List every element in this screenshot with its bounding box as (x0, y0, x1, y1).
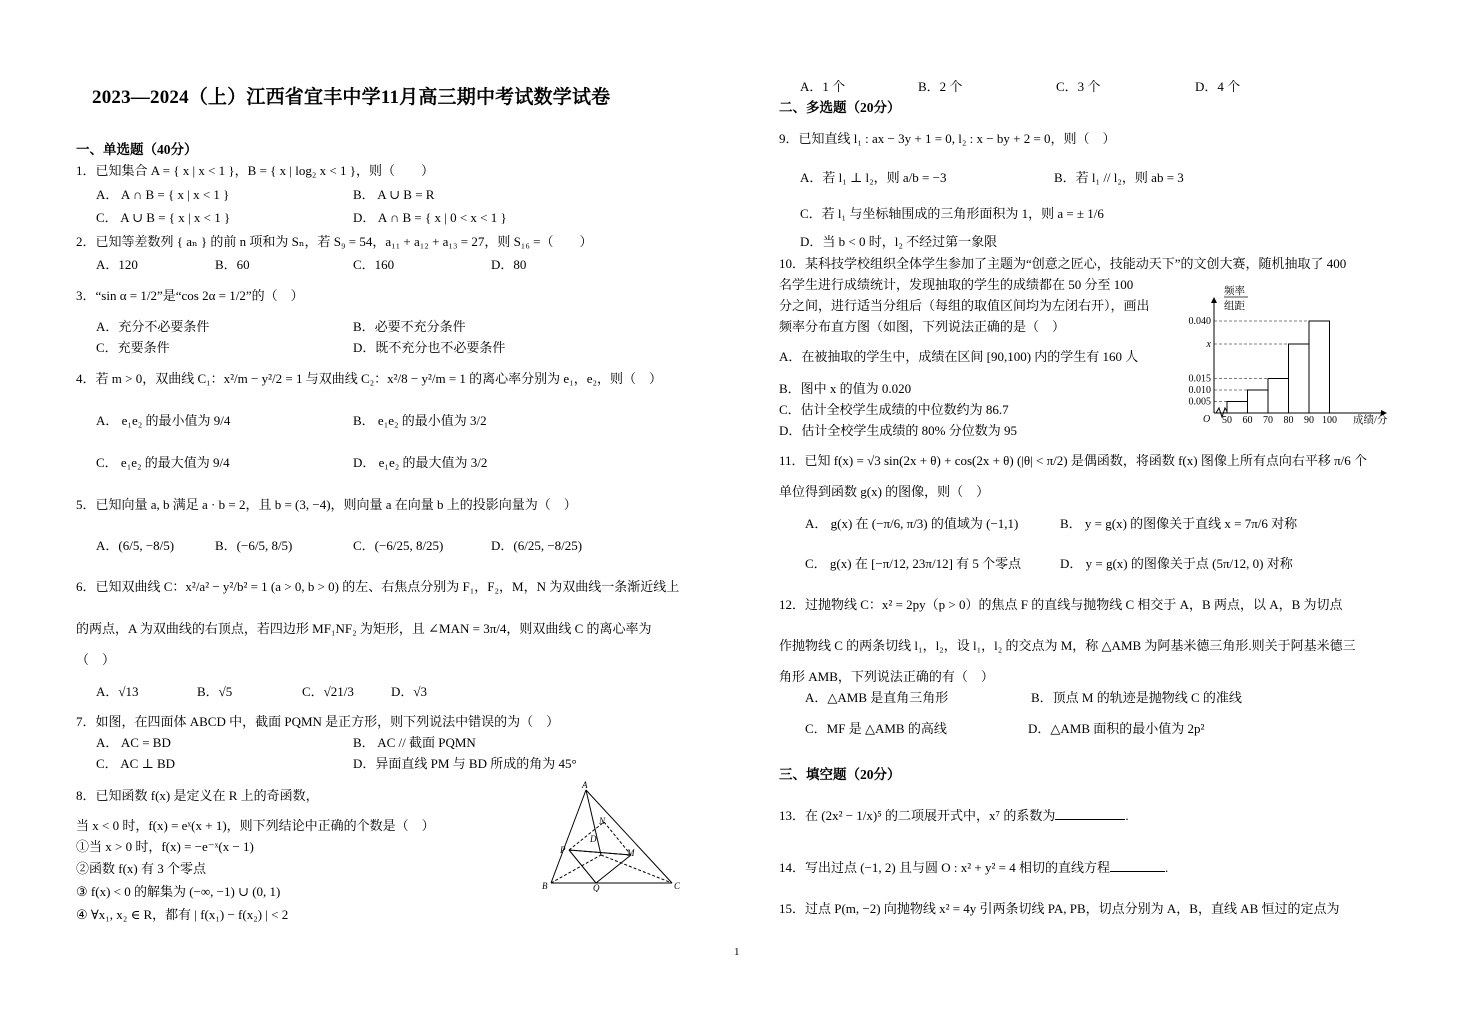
histogram-x-tick-label: 50 (1222, 415, 1232, 426)
q4-option-d: D． e₁e₂ 的最大值为 3/2 (353, 455, 488, 470)
q11-stem: 11．已知 f(x) = √3 sin(2x + θ) + cos(2x + θ) (|θ| < π/2) 是偶函数，将函数 f(x) 图像上所有点向右平移 π/6 个 (779, 453, 1367, 468)
q1-option-a: A． A ∩ B = { x | x < 1 } (96, 187, 230, 202)
q11-option-d: D． y = g(x) 的图像关于点 (5π/12, 0) 对称 (1060, 556, 1293, 571)
figure-label-c: C (674, 881, 681, 891)
section-header-single-choice: 一、单选题（40分） (76, 142, 198, 157)
figure-label-q: Q (593, 883, 600, 892)
q8-option-c: C．3 个 (1056, 79, 1101, 94)
q8-stem: 8．已知函数 f(x) 是定义在 R 上的奇函数， (76, 788, 319, 803)
q6-line-3: （ ） (76, 652, 116, 667)
figure-label-m: M (627, 848, 635, 858)
figure-label-n: N (599, 816, 606, 826)
histogram-y-tick-label: x (1206, 339, 1211, 350)
histogram-bar (1248, 390, 1269, 413)
histogram-bar (1309, 321, 1330, 413)
q3-option-d: D．既不充分也不必要条件 (353, 340, 506, 355)
histogram-x-tick-label: 70 (1263, 415, 1273, 426)
q3-option-b: B．必要不充分条件 (353, 319, 466, 334)
q11-option-c: C． g(x) 在 [−π/12, 23π/12] 有 5 个零点 (805, 556, 1022, 571)
q1-option-d: D． A ∩ B = { x | 0 < x < 1 } (353, 210, 507, 225)
page-number: 1 (734, 946, 740, 958)
q4-option-c: C． e₁e₂ 的最大值为 9/4 (96, 455, 230, 470)
q9-stem: 9．已知直线 l₁ : ax − 3y + 1 = 0, l₂ : x − by + 2 = 0，则（ ） (779, 131, 1116, 146)
q6-option-d: D．√3 (391, 684, 428, 699)
q10-option-b: B．图中 x 的值为 0.020 (779, 381, 912, 396)
q5-stem: 5．已知向量 a, b 满足 a · b = 2，且 b = (3, −4)，则向量 a 在向量 b 上的投影向量为（ ） (76, 497, 577, 512)
page-title: 2023—2024（上）江西省宜丰中学11月高三期中考试数学试卷 (92, 87, 611, 108)
q13-line (779, 807, 1129, 824)
q4-option-a: A． e₁e₂ 的最小值为 9/4 (96, 413, 231, 428)
figure-label-b: B (542, 881, 548, 891)
histogram-x-tick-label: 80 (1283, 415, 1294, 426)
q14-line (779, 859, 1168, 876)
q6-line-2: 的两点，A 为双曲线的右顶点，若四边形 MF₁NF₂ 为矩形，且 ∠MAN = 3π/4，则双曲线 C 的离心率为 (76, 621, 652, 636)
q6-line-1: 6．已知双曲线 C：x²/a² − y²/b² = 1 (a > 0, b > 0) 的左、右焦点分别为 F₁，F₂，M，N 为双曲线一条渐近线上 (76, 579, 680, 594)
q5-option-d: D．(6/25, −8/25) (491, 538, 583, 553)
q10-line-2: 名学生进行成绩统计，发现抽取的学生的成绩都在 50 分至 100 (779, 277, 1134, 292)
q11-line-2: 单位得到函数 g(x) 的图像，则（ ） (779, 484, 990, 499)
q6-option-a: A．√13 (96, 684, 139, 699)
section-header-fill-in: 三、填空题（20分） (779, 767, 901, 782)
histogram-ylabel-top: 频率 (1224, 286, 1245, 297)
histogram-xlabel: 成绩/分 (1353, 415, 1388, 426)
q7-option-d: D．异面直线 PM 与 BD 所成的角为 45° (353, 756, 577, 771)
q4-option-b: B． e₁e₂ 的最小值为 3/2 (353, 413, 487, 428)
q8-statement-1: ①当 x > 0 时，f(x) = −e⁻ˣ(x − 1) (76, 839, 254, 854)
q7-option-a: A． AC = BD (96, 735, 171, 750)
figure-label-a: A (582, 780, 588, 790)
q2-option-d: D．80 (491, 257, 527, 272)
q6-option-c: C．√21/3 (302, 684, 354, 699)
q10-line-4: 频率分布直方图（如图，下列说法正确的是（ ） (779, 319, 1066, 334)
q5-option-a: A．(6/5, −8/5) (96, 538, 175, 553)
frequency-histogram (1170, 280, 1400, 430)
tetrahedron-figure (538, 780, 688, 892)
q1-stem: 1．已知集合 A = { x | x < 1 }，B = { x | log₂ x < 1 }，则（ ） (76, 163, 434, 178)
q2-stem: 2．已知等差数列 { aₙ } 的前 n 项和为 Sₙ，若 S₉ = 54，a₁₁ + a₁₂ + a₁₃ = 27，则 S₁₆ =（ ） (76, 234, 593, 249)
q11-option-b: B． y = g(x) 的图像关于直线 x = 7π/6 对称 (1060, 516, 1298, 531)
q14-text: 14．写出过点 (−1, 2) 且与圆 O : x² + y² = 4 相切的直线方程 (779, 860, 1110, 875)
q9-option-b: B．若 l₁ // l₂，则 ab = 3 (1054, 170, 1184, 185)
q13-period: . (1125, 808, 1129, 823)
q10-option-d: D．估计全校学生成绩的 80% 分位数为 95 (779, 423, 1017, 438)
q11-option-a: A． g(x) 在 (−π/6, π/3) 的值域为 (−1,1) (805, 516, 1019, 531)
q10-option-a: A．在被抽取的学生中，成绩在区间 [90,100) 内的学生有 160 人 (779, 349, 1139, 364)
histogram-x-tick-label: 90 (1304, 415, 1314, 426)
q7-option-b: B． AC // 截面 PQMN (353, 735, 476, 750)
q5-option-b: B．(−6/5, 8/5) (215, 538, 293, 553)
q9-option-c: C．若 l₁ 与坐标轴围成的三角形面积为 1，则 a = ± 1/6 (800, 206, 1104, 221)
q6-option-b: B．√5 (197, 684, 233, 699)
q9-option-d: D．当 b < 0 时，l₂ 不经过第一象限 (800, 234, 998, 249)
histogram-y-tick-label: 0.015 (1188, 373, 1211, 385)
figure-label-p: P (560, 845, 566, 855)
q7-stem: 7．如图，在四面体 ABCD 中，截面 PQMN 是正方形，则下列说法中错误的为（ ） (76, 714, 560, 729)
figure-label-d: D (590, 834, 597, 844)
q2-option-a: A．120 (96, 257, 138, 272)
q8-option-a: A．1 个 (800, 79, 846, 94)
q12-option-a: A．△AMB 是直角三角形 (805, 690, 949, 705)
q1-option-b: B． A ∪ B = R (353, 187, 435, 202)
q2-option-b: B．60 (215, 257, 250, 272)
q14-period: . (1164, 860, 1169, 875)
q13-text: 13．在 (2x² − 1/x)⁵ 的二项展开式中，x⁷ 的系数为 (779, 808, 1056, 823)
q10-line-1: 10．某科技学校组织全体学生参加了主题为“创意之匠心，技能动天下”的文创大赛，随机抽取了 400 (779, 256, 1347, 271)
q14-answer-blank[interactable] (1110, 859, 1165, 872)
histogram-y-tick-label: 0.005 (1188, 396, 1211, 408)
q12-option-c: C．MF 是 △AMB 的高线 (805, 721, 947, 736)
q4-stem: 4．若 m > 0，双曲线 C₁：x²/m − y²/2 = 1 与双曲线 C₂：x²/8 − y²/m = 1 的离心率分别为 e₁，e₂，则（ ） (76, 371, 663, 386)
section-header-multiple-choice: 二、多选题（20分） (779, 100, 901, 115)
histogram-origin-label: O (1203, 414, 1211, 425)
histogram-bar (1227, 402, 1248, 414)
q12-line-3: 角形 AMB，下列说法正确的有（ ） (779, 669, 994, 684)
q3-option-a: A．充分不必要条件 (96, 319, 210, 334)
q8-statement-2: ②函数 f(x) 有 3 个零点 (76, 861, 206, 876)
q12-line-2: 作抛物线 C 的两条切线 l₁，l₂，设 l₁，l₂ 的交点为 M，称 △AMB 为阿基米德三角形.则关于阿基米德三 (779, 638, 1356, 653)
q8-line-2: 当 x < 0 时，f(x) = eˣ(x + 1)，则下列结论中正确的个数是（ ） (76, 818, 435, 833)
q12-option-b: B．顶点 M 的轨迹是抛物线 C 的准线 (1031, 690, 1242, 705)
q10-option-c: C．估计全校学生成绩的中位数约为 86.7 (779, 402, 1009, 417)
histogram-bar (1289, 344, 1310, 413)
q8-option-b: B．2 个 (918, 79, 963, 94)
q5-option-c: C．(−6/25, 8/25) (353, 538, 444, 553)
histogram-x-tick-label: 100 (1322, 415, 1337, 426)
q1-option-c: C． A ∪ B = { x | x < 1 } (96, 210, 231, 225)
q12-line-1: 12．过抛物线 C：x² = 2py（p > 0）的焦点 F 的直线与抛物线 C 相交于 A，B 两点，以 A，B 为切点 (779, 597, 1343, 612)
q10-line-3: 分之间，进行适当分组后（每组的取值区间均为左闭右开），画出 (779, 298, 1150, 313)
histogram-y-tick-label: 0.010 (1188, 385, 1211, 396)
histogram-y-tick-label: 0.040 (1188, 316, 1211, 327)
q3-stem: 3．“sin α = 1/2”是“cos 2α = 1/2”的（ ） (76, 288, 304, 303)
q3-option-c: C．充要条件 (96, 340, 170, 355)
q2-option-c: C．160 (353, 257, 395, 272)
q8-option-d: D．4 个 (1195, 79, 1241, 94)
histogram-x-tick-label: 60 (1242, 415, 1253, 426)
q8-statement-4: ④ ∀x₁, x₂ ∈ R，都有 | f(x₁) − f(x₂) | < 2 (76, 907, 289, 922)
q8-statement-3: ③ f(x) < 0 的解集为 (−∞, −1) ∪ (0, 1) (76, 884, 281, 899)
histogram-bar (1268, 379, 1289, 414)
q12-option-d: D．△AMB 面积的最小值为 2p² (1028, 721, 1205, 736)
q9-option-a: A．若 l₁ ⊥ l₂，则 a/b = −3 (800, 170, 947, 185)
histogram-ylabel-bottom: 组距 (1224, 301, 1245, 312)
q15-stem: 15．过点 P(m, −2) 向抛物线 x² = 4y 引两条切线 PA, PB，切点分别为 A，B，直线 AB 恒过的定点为 (779, 901, 1340, 916)
q7-option-c: C． AC ⊥ BD (96, 756, 176, 771)
q13-answer-blank[interactable] (1055, 807, 1125, 820)
